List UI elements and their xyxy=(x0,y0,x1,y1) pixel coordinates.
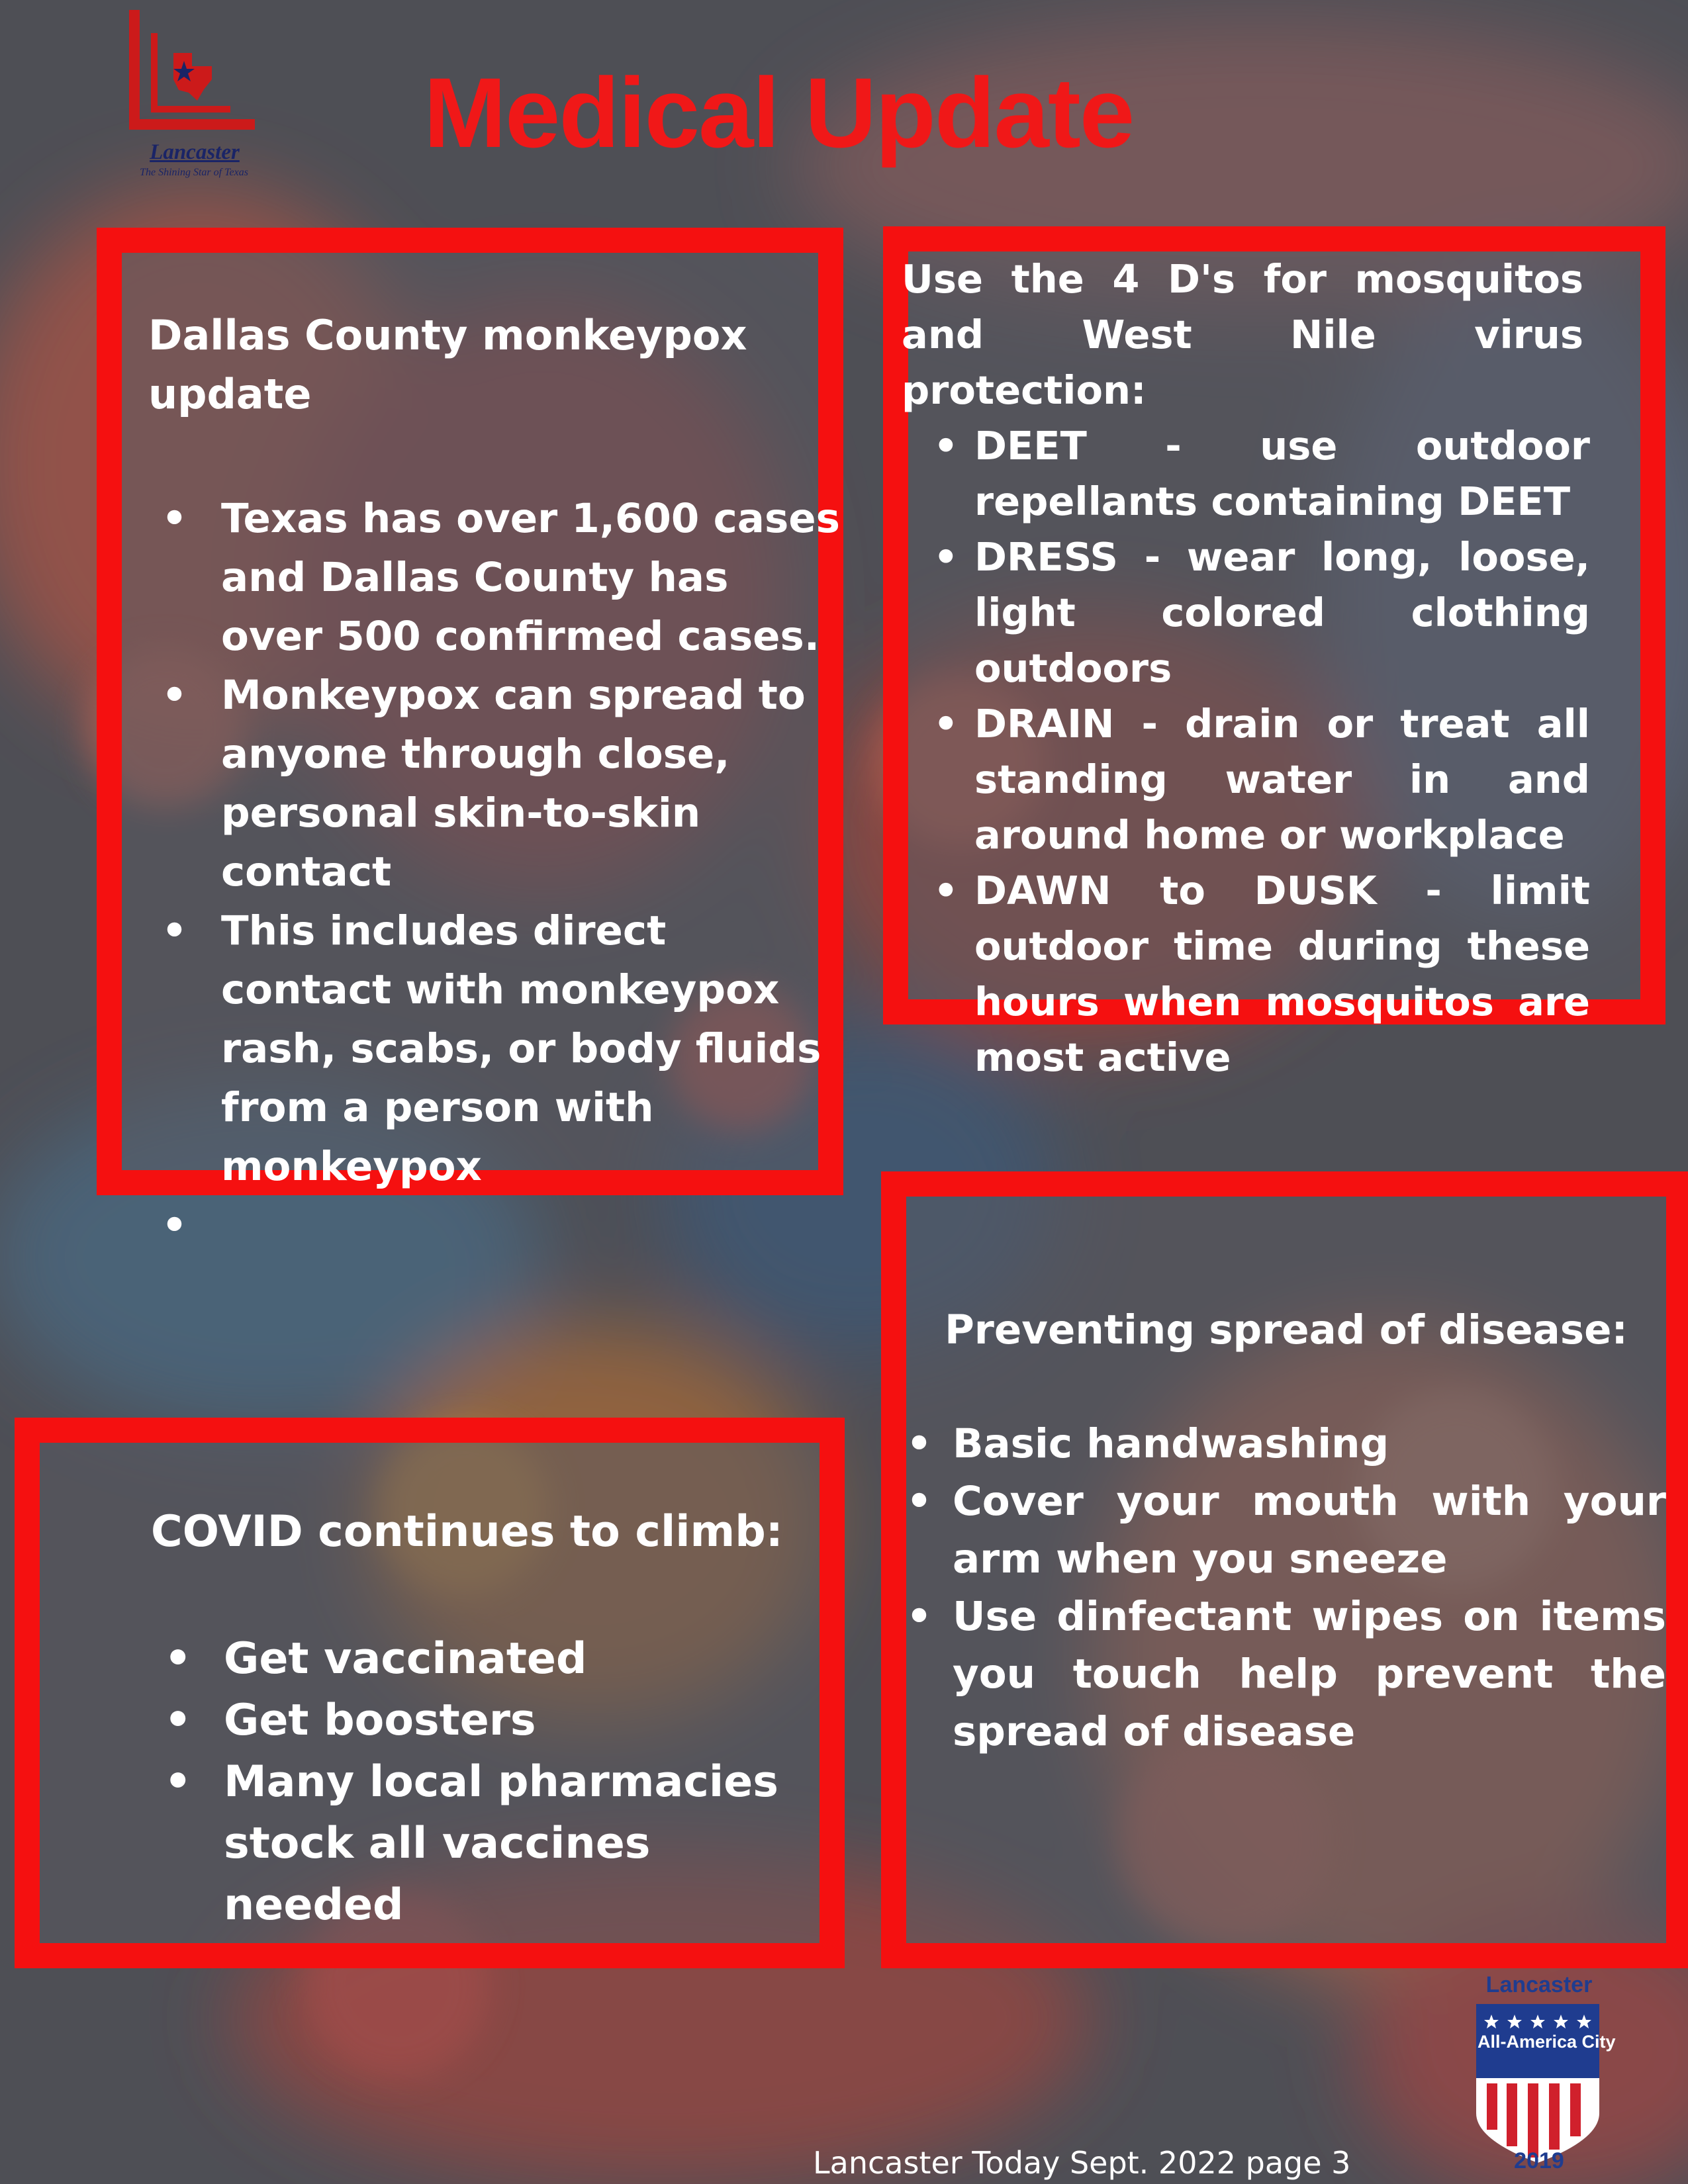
covid-list xyxy=(151,1628,813,1936)
list-item: • Get boosters xyxy=(151,1690,813,1751)
mosquito-panel xyxy=(883,226,1665,1080)
covid-panel xyxy=(15,1418,845,1968)
list-item: • Monkeypox can spread to anyone through close, personal skin-to-skin contact xyxy=(148,666,843,901)
list-item: • Basic handwashing xyxy=(906,1415,1666,1473)
list-item: • DEET - use outdoor repellants containing DEET xyxy=(908,418,1590,529)
prevent-heading: Preventing spread of disease: xyxy=(945,1306,1628,1353)
logo-tagline: The Shining Star of Texas xyxy=(140,167,248,178)
mosquito-list xyxy=(908,418,1590,1085)
all-america-city-badge xyxy=(1468,1971,1616,2176)
monkeypox-heading: Dallas County monkeypox update xyxy=(148,311,747,418)
mosquito-heading: Use the 4 D's for mosquitos and West Nile virus protection: xyxy=(902,256,1583,413)
award-label: All-America City xyxy=(1477,2032,1616,2052)
monkeypox-panel xyxy=(97,228,843,1195)
list-item: • This includes direct contact with monkeypox rash, scabs, or body fluids from a person with monkeypox xyxy=(148,901,843,1196)
list-item: • Many local pharmacies stock all vaccines needed xyxy=(151,1751,813,1936)
award-year: 2019 xyxy=(1514,2148,1564,2173)
list-item xyxy=(148,1196,843,1255)
list-item: • DRESS - wear long, loose, light colored clothing outdoors xyxy=(908,529,1590,696)
covid-heading: COVID continues to climb: xyxy=(151,1507,783,1557)
monkeypox-list xyxy=(148,489,843,1255)
list-item: • Texas has over 1,600 cases and Dallas County has over 500 confirmed cases. xyxy=(148,489,843,666)
list-item: • Get vaccinated xyxy=(151,1628,813,1690)
page-title: Medical Update xyxy=(424,57,1134,168)
logo-name: Lancaster xyxy=(150,140,240,164)
prevent-panel xyxy=(881,1171,1688,1968)
page-footer: Lancaster Today Sept. 2022 page 3 xyxy=(813,2145,1351,2181)
prevent-list xyxy=(906,1415,1666,1760)
list-item: • DAWN to DUSK - limit outdoor time during these hours when mosquitos are most active xyxy=(908,863,1590,1085)
list-item: • Cover your mouth with your arm when you sneeze xyxy=(906,1473,1666,1588)
list-item: • DRAIN - drain or treat all standing water in and around home or workplace xyxy=(908,696,1590,863)
list-item: • Use dinfectant wipes on items you touch help prevent the spread of disease xyxy=(906,1588,1666,1760)
award-name: Lancaster xyxy=(1485,1972,1593,1997)
